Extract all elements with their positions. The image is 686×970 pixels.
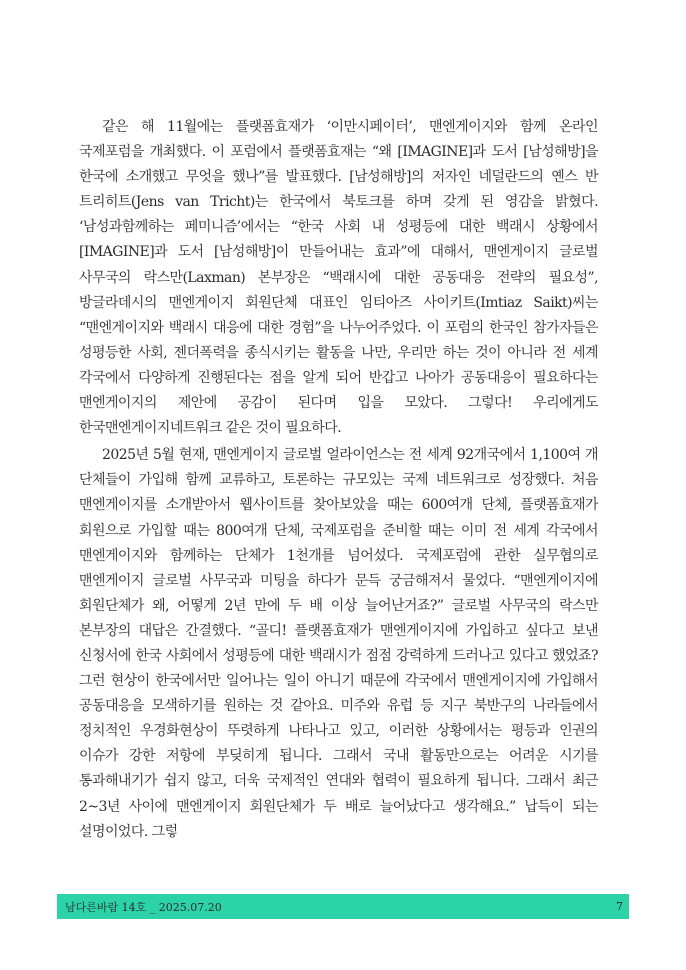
article-body xyxy=(79,115,598,845)
footer-page-number: 7 xyxy=(616,900,623,913)
article-paragraph-1: 같은 해 11월에는 플랫폼효재가 ‘이만시페이터’, 맨엔게이지와 함께 온라인 국제포럼을 개최했다. 이 포럼에서 플랫폼효재는 “왜 [IMAGINE]과 도서 [남성해방]을 한국에 소개했고 무엇을 했나”를 발표했다. [남성해방]의 저자인 네덜란드의 옌스 반 트리히트(Jens van Tricht)는 한국에서 북토크를 하며 갖게 된 영감을 밝혔다. ‘남성과함께하는 페미니즘’에서는 “한국 사회 내 성평등에 대한 백래시 상황에서 [IMAGINE]과 도서 [남성해방]이 만들어내는 효과”에 대해서, 맨엔게이지 글로벌 사무국의 락스만(Laxman) 본부장은 “백래시에 대한 공동대응 전략의 필요성”, 방글라데시의 맨엔게이지 회원단체 대표인 임티아즈 사이키트(Imtiaz Saikt)씨는 “맨엔게이지와 백래시 대응에 대한 경험”을 나누어주었다. 이 포럼의 한국인 참가자들은 성평등한 사회, 젠더폭력을 종식시키는 활동을 나만, 우리만 하는 것이 아니라 전 세계 각국에서 다양하게 진행된다는 점을 알게 되어 반갑고 나아가 공동대응이 필요하다는 맨엔게이지의 제안에 공감이 된다며 입을 모았다. 그렇다! 우리에게도 한국맨엔게이지네트워크 같은 것이 필요하다. xyxy=(79,119,598,437)
page-footer-bar xyxy=(57,894,629,919)
article-paragraph-2: 2025년 5월 현재, 맨엔게이지 글로벌 얼라이언스는 전 세계 92개국에서 1,100여 개 단체들이 가입해 함께 교류하고, 토론하는 규모있는 국제 네트워크로 성장했다. 처음 맨엔게이지를 소개받아서 웹사이트를 찾아보았을 때는 600여개 단체, 플랫폼효재가 회원으로 가입할 때는 800여개 단체, 국제포럼을 준비할 때는 이미 전 세계 각국에서 맨엔게이지와 함께하는 단체가 1천개를 넘어섰다. 국제포럼에 관한 실무협의로 맨엔게이지 글로벌 사무국과 미팅을 하다가 문득 궁금해져서 물었다. “맨엔게이지에 회원단체가 왜, 어떻게 2년 만에 두 배 이상 늘어난거죠?” 글로벌 사무국의 락스만 본부장의 대답은 간결했다. “골디! 플랫폼효재가 맨엔게이지에 가입하고 싶다고 보낸 신청서에 한국 사회에서 성평등에 대한 백래시가 점점 강력하게 드러나고 있다고 했었죠? 그런 현상이 한국에서만 일어나는 일이 아니기 때문에 각국에서 맨엔게이지에 가입해서 공동대응을 모색하기를 원하는 것 같아요. 미주와 유럽 등 지구 북반구의 나라들에서 정치적인 우경화현상이 뚜렷하게 나타나고 있고, 이러한 상황에서는 평등과 인권의 이슈가 강한 저항에 부딪히게 됩니다. 그래서 국내 활동만으로는 어려운 시기를 통과해내기가 쉽지 않고, 더욱 국제적인 연대와 협력이 필요하게 됩니다. 그래서 최근 2~3년 사이에 맨엔게이지 회원단체가 두 배로 늘어났다고 생각해요.” 납득이 되는 설명이었다. 그렇 xyxy=(79,447,598,840)
footer-publication-info: 남다른바람 14호 _ 2025.07.20 xyxy=(65,900,222,914)
